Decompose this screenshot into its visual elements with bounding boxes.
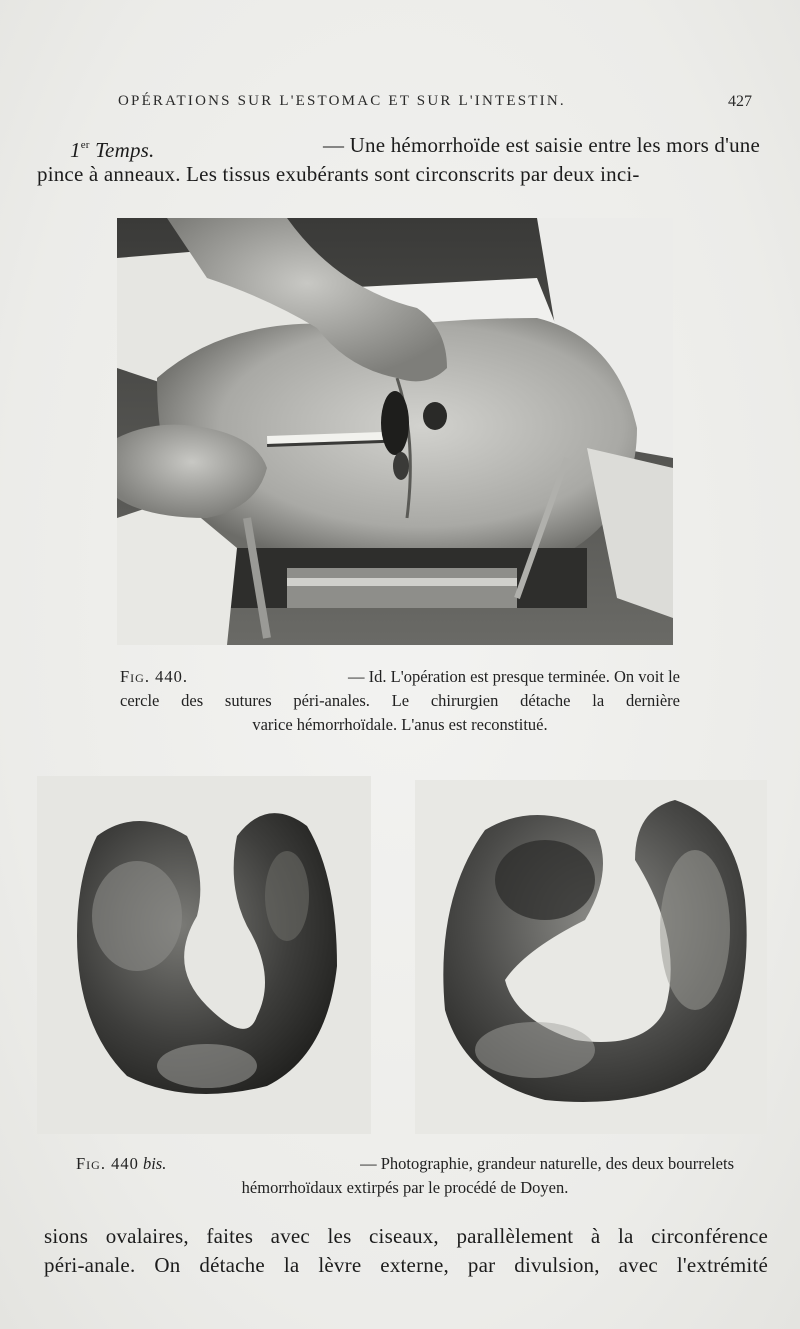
figure-440-bis-label — [76, 1153, 166, 1175]
paragraph-bottom-line-2-text: péri-anale. On détache la lèvre externe, par divulsion, avec l'extrémité — [44, 1253, 768, 1277]
figure-440-caption-line-2 — [120, 690, 680, 712]
temps-ordinal: er — [80, 139, 90, 151]
paragraph-bottom-line-1-text: sions ovalaires, faites avec les ciseaux, parallèlement à la circonférence — [44, 1224, 768, 1248]
paragraph-top-line-2: pince à anneaux. Les tissus exubérants sont circonscrits par deux inci- — [37, 162, 640, 186]
temps-number: 1 — [70, 138, 81, 162]
figure-440-caption-line-1 — [120, 666, 680, 688]
figure-440-caption-line-1-text: — Id. L'opération est presque terminée. On voit le — [348, 667, 680, 686]
page-number: 427 — [728, 93, 752, 110]
figure-440-bis-caption-line-1-text: — Photographie, grandeur naturelle, des deux bourrelets — [360, 1154, 734, 1173]
figure-440-caption-line-3: varice hémorrhoïdale. L'anus est reconstitué. — [252, 715, 548, 734]
figure-440-bis-label-bis: bis. — [142, 1154, 167, 1173]
paragraph-top-line-1-text: — Une hémorrhoïde est saisie entre les mors d'une — [323, 133, 760, 157]
paragraph-bottom-line-2 — [44, 1251, 768, 1279]
figure-440-bis-right-photo — [415, 780, 767, 1134]
figure-440-photo — [117, 218, 673, 645]
figure-440-bis-caption-line-2: hémorrhoïdaux extirpés par le procédé de Doyen. — [241, 1178, 569, 1197]
figure-440-bis-left-photo — [37, 776, 371, 1134]
figure-440-caption-line-2-text: cercle des sutures péri-anales. Le chirurgien détache la dernière — [120, 691, 680, 710]
figure-440-bis-label-number: Fig. 440 — [76, 1154, 139, 1173]
running-head: OPÉRATIONS SUR L'ESTOMAC ET SUR L'INTESTIN. — [118, 93, 566, 109]
figure-440-bis-caption-line-1 — [76, 1153, 734, 1175]
paragraph-bottom-line-1 — [44, 1222, 768, 1250]
temps-word: Temps. — [95, 138, 155, 162]
figure-440-label: Fig. 440. — [120, 667, 188, 686]
